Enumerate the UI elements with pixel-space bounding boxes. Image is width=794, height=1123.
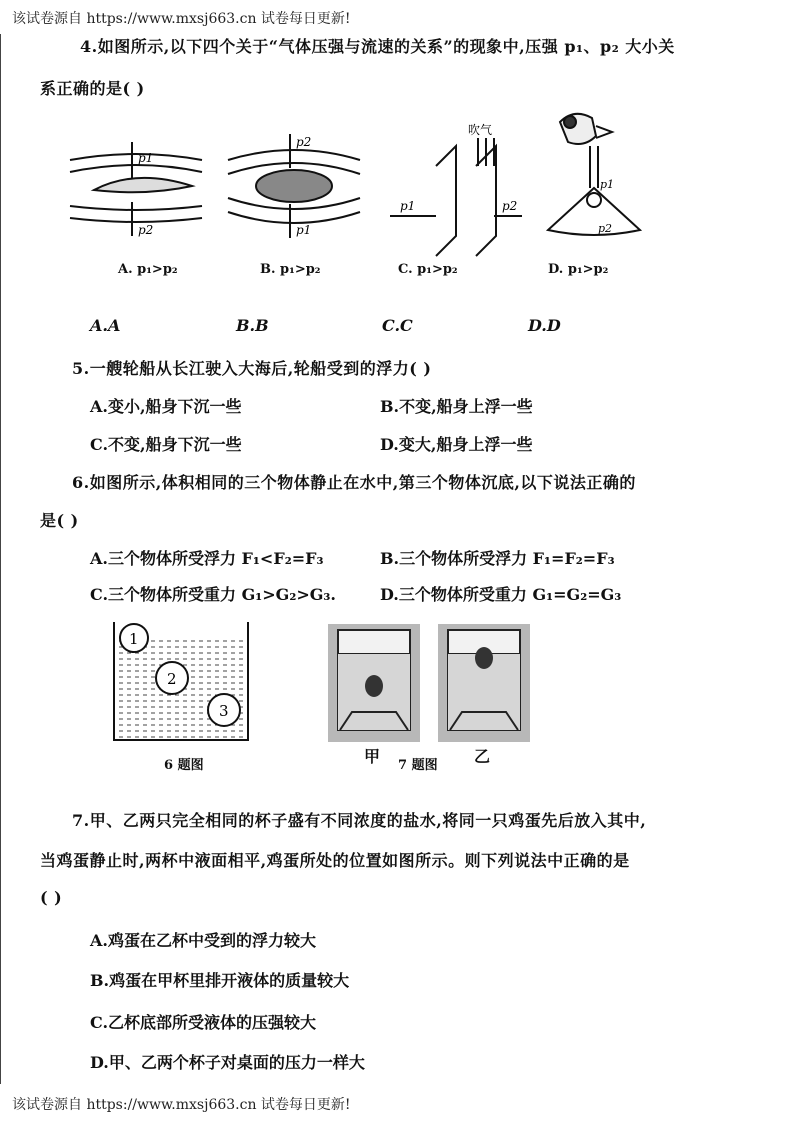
- footer-source-note: 该试卷源自 https://www.mxsj663.cn 试卷每日更新!: [12, 1097, 351, 1113]
- q4-figure-c: [386, 120, 526, 260]
- cup-yi: [438, 624, 530, 742]
- q5-option-c: C.不变,船身下沉一些: [90, 435, 242, 454]
- ball-1-label: 1: [129, 630, 139, 648]
- q6-figure-tank: [110, 620, 252, 744]
- q6-option-a: A.三个物体所受浮力 F₁<F₂=F₃: [90, 549, 324, 568]
- ball-2-label: 2: [167, 670, 177, 688]
- q4-figure-a: [66, 140, 206, 240]
- q4-option-a: A.A: [90, 316, 121, 335]
- fig-a-label-p1: p1: [138, 151, 154, 165]
- q5-option-d: D.变大,船身上浮一些: [380, 435, 533, 454]
- fig-d-label-p1: p1: [600, 178, 615, 191]
- q7-option-c: C.乙杯底部所受液体的压强较大: [90, 1013, 317, 1032]
- fig-c-label-p2: p2: [502, 199, 518, 213]
- cup-jia: [328, 624, 420, 742]
- q4-stem-line1: 4.如图所示,以下四个关于“气体压强与流速的关系”的现象中,压强 p₁、p₂ 大小关: [80, 37, 675, 56]
- q6-option-d: D.三个物体所受重力 G₁=G₂=G₃: [380, 585, 622, 604]
- fig7-caption: 7 题图: [398, 758, 438, 773]
- header-source-note: 该试卷源自 https://www.mxsj663.cn 试卷每日更新!: [12, 11, 351, 27]
- fig-c-label-blow: 吹气: [468, 123, 493, 137]
- q7-option-b: B.鸡蛋在甲杯里排开液体的质量较大: [90, 971, 350, 990]
- q4-fig-b-caption: B. p₁>p₂: [260, 262, 321, 277]
- q4-fig-a-caption: A. p₁>p₂: [118, 262, 178, 277]
- q7-stem-line3: ( ): [40, 888, 63, 907]
- q6-stem-line2: 是( ): [40, 511, 79, 530]
- fig-b-label-p2: p2: [296, 135, 312, 149]
- fig-b-label-p1: p1: [296, 223, 312, 237]
- fig6-caption: 6 题图: [164, 758, 204, 773]
- q5-stem: 5.一艘轮船从长江驶入大海后,轮船受到的浮力( ): [72, 359, 432, 378]
- q5-option-b: B.不变,船身上浮一些: [380, 397, 533, 416]
- fig-c-label-p1: p1: [400, 199, 416, 213]
- q7-option-d: D.甲、乙两个杯子对桌面的压力一样大: [90, 1053, 365, 1072]
- fig-d-label-p2: p2: [598, 222, 613, 235]
- q6-option-b: B.三个物体所受浮力 F₁=F₂=F₃: [380, 549, 615, 568]
- q6-stem-line1: 6.如图所示,体积相同的三个物体静止在水中,第三个物体沉底,以下说法正确的: [72, 473, 636, 492]
- q4-figure-b: [224, 130, 364, 240]
- q5-option-a: A.变小,船身下沉一些: [90, 397, 242, 416]
- q7-stem-line2: 当鸡蛋静止时,两杯中液面相平,鸡蛋所处的位置如图所示。则下列说法中正确的是: [40, 851, 630, 870]
- q4-option-b: B.B: [236, 316, 269, 335]
- q7-stem-line1: 7.甲、乙两只完全相同的杯子盛有不同浓度的盐水,将同一只鸡蛋先后放入其中,: [72, 811, 647, 830]
- cup-label-yi: 乙: [474, 747, 491, 766]
- q4-stem-line2: 系正确的是( ): [40, 79, 145, 98]
- q4-option-d: D.D: [528, 316, 561, 335]
- q4-option-c: C.C: [382, 316, 413, 335]
- q7-option-a: A.鸡蛋在乙杯中受到的浮力较大: [90, 931, 316, 950]
- q4-figure-d: [540, 108, 660, 248]
- ball-3-label: 3: [219, 702, 229, 720]
- q7-figure-cups: [326, 620, 532, 744]
- q4-fig-c-caption: C. p₁>p₂: [398, 262, 458, 277]
- q6-option-c: C.三个物体所受重力 G₁>G₂>G₃.: [90, 585, 336, 604]
- fig-a-label-p2: p2: [138, 223, 154, 237]
- cup-label-jia: 甲: [364, 747, 381, 766]
- q4-fig-d-caption: D. p₁>p₂: [548, 262, 609, 277]
